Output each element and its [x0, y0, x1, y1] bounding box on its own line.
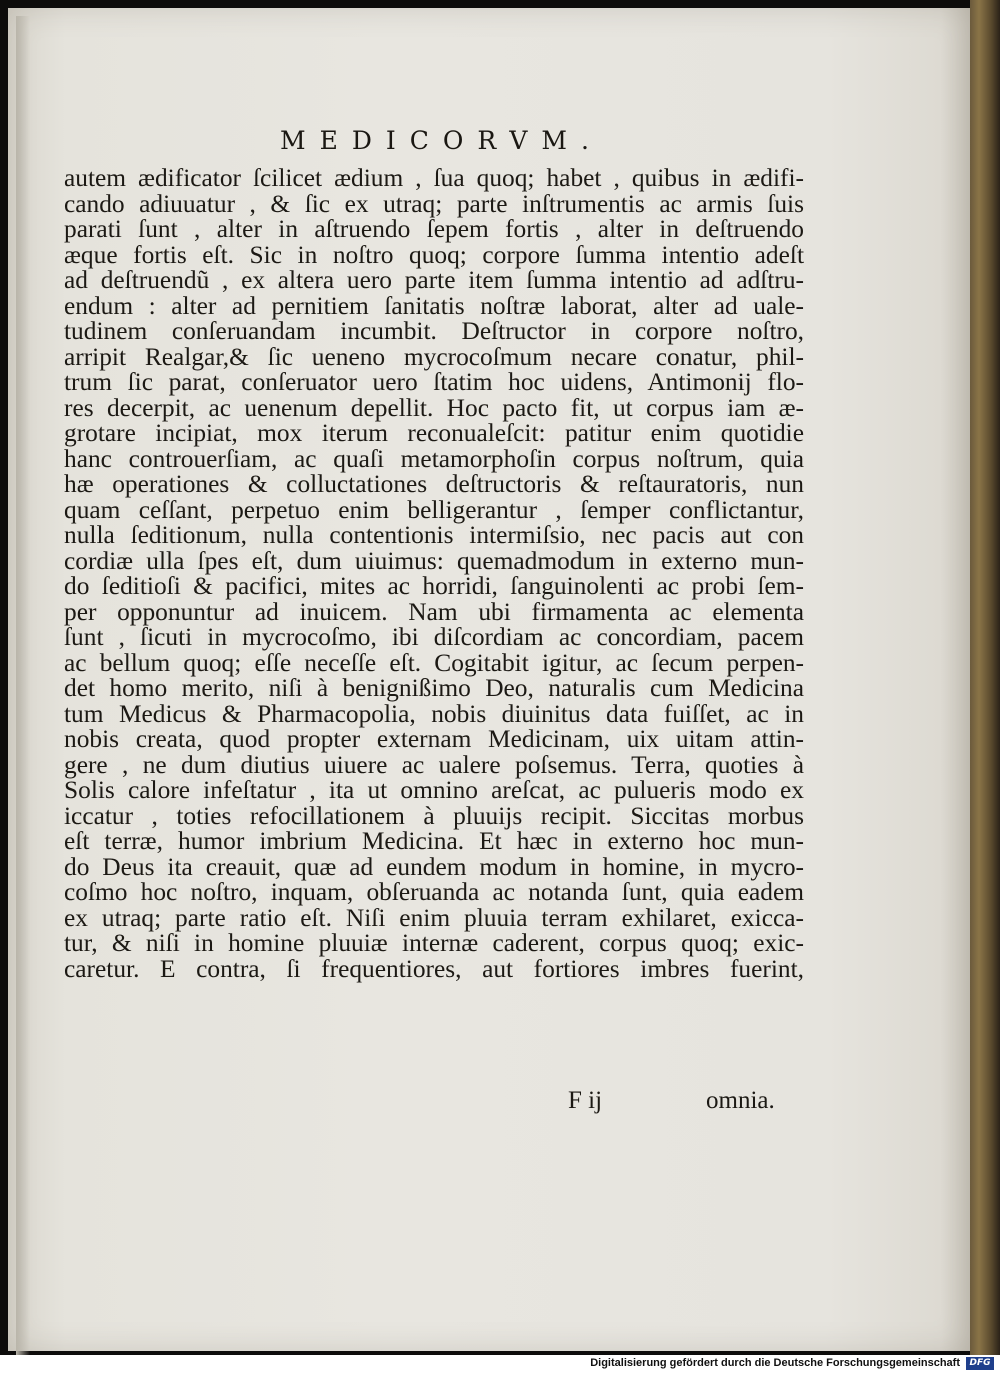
text-line: do Deus ita creauit, quæ ad eundem modum in homine, in mycro-	[64, 852, 804, 881]
text-line: per opponuntur ad inuicem. Nam ubi firmamenta ac elementa	[64, 597, 804, 626]
running-head: MEDICORVM.	[280, 126, 603, 155]
text-line: tur, & niſi in homine pluuiæ internæ caderent, corpus quoq; exic-	[64, 929, 804, 957]
body-text	[64, 166, 804, 982]
text-line: trum ſic parat, conſeruator uero ſtatim hoc uidens, Antimonij flo-	[64, 368, 804, 396]
text-line: arripit Realgar,& ſic ueneno mycrocoſmum necare conatur, phil-	[64, 342, 804, 371]
text-line: hanc controuerſiam, ac quaſi metamorphoſin corpus noſtrum, quia	[64, 444, 804, 473]
text-line: tudinem conſeruandam incumbit. Deſtructor in corpore noſtro,	[64, 317, 804, 345]
text-line: ad deſtruendũ , ex altera uero parte item ſumma intentio ad adſtru-	[64, 266, 804, 294]
text-line: coſmo hoc noſtro, inquam, obſeruanda ac notanda ſunt, quia eadem	[64, 878, 804, 906]
text-line: endum : alter ad pernitiem ſanitatis noſtræ laborat, alter ad uale-	[64, 291, 804, 320]
text-line: autem ædificator ſcilicet ædium , ſua quoq; habet , quibus in ædifi-	[64, 164, 804, 192]
text-line: hæ operationes & colluctationes deſtructoris & reſtauratoris, nun	[64, 470, 804, 498]
funding-note: Digitalisierung gefördert durch die Deutsche Forschungsgemeinschaft	[590, 1357, 960, 1369]
text-line: caretur. E contra, ſi frequentiores, aut fortiores imbres fuerint,	[64, 954, 804, 983]
text-line: Solis calore infeſtatur , ita ut omnino areſcat, ac pulueris modo ex	[64, 776, 804, 804]
text-line: parati ſunt , alter in aſtruendo ſepem fortis , alter in deſtruendo	[64, 215, 804, 243]
text-line: cordiæ ulla ſpes eſt, dum uiuimus: quemadmodum in externo mun-	[64, 546, 804, 575]
text-line: res decerpit, ac uenenum depellit. Hoc pacto fit, ut corpus iam æ-	[64, 393, 804, 422]
catchword: omnia.	[706, 1087, 775, 1114]
page-gutter	[16, 16, 30, 1355]
text-line: quam ceſſant, perpetuo enim belligerantur , ſemper conflictantur,	[64, 495, 804, 524]
text-line: ex utraq; parte ratio eſt. Niſi enim pluuia terram exhilaret, exicca-	[64, 903, 804, 932]
text-line: nobis creata, quod propter externam Medicinam, uix uitam attin-	[64, 725, 804, 753]
text-line: ſunt , ſicuti in mycrocoſmo, ibi diſcordiam ac concordiam, pacem	[64, 623, 804, 651]
text-line: nulla ſeditionum, nulla contentionis intermiſsio, nec pacis aut con	[64, 521, 804, 549]
text-line: ac bellum quoq; eſſe neceſſe eſt. Cogitabit igitur, ac ſecum perpen-	[64, 648, 804, 677]
text-line: cando adiuuatur , & ſic ex utraq; parte inſtrumentis ac armis ſuis	[64, 189, 804, 218]
text-line: eſt terræ, humor imbrium Medicina. Et hæc in externo hoc mun-	[64, 827, 804, 855]
text-line: grotare incipiat, mox iterum reconualeſcit: patitur enim quotidie	[64, 419, 804, 447]
text-line: iccatur , toties refocillationem à pluuijs recipit. Siccitas morbus	[64, 801, 804, 830]
text-line: gere , ne dum diutius uiuere ac ualere poſsemus. Terra, quoties à	[64, 750, 804, 779]
book-edge	[970, 0, 1000, 1355]
text-line: det homo merito, niſi à benignißimo Deo, naturalis cum Medicina	[64, 674, 804, 702]
dfg-logo: DFG	[966, 1357, 994, 1370]
text-line: tum Medicus & Pharmacopolia, nobis diuinitus data fuiſſet, ac in	[64, 699, 804, 728]
text-line: æque fortis eſt. Sic in noſtro quoq; corpore ſumma intentio adeſt	[64, 240, 804, 269]
signature-mark: F ij	[568, 1087, 603, 1114]
text-line: do ſeditioſi & pacifici, mites ac horridi, ſanguinolenti ac probi ſem-	[64, 572, 804, 600]
